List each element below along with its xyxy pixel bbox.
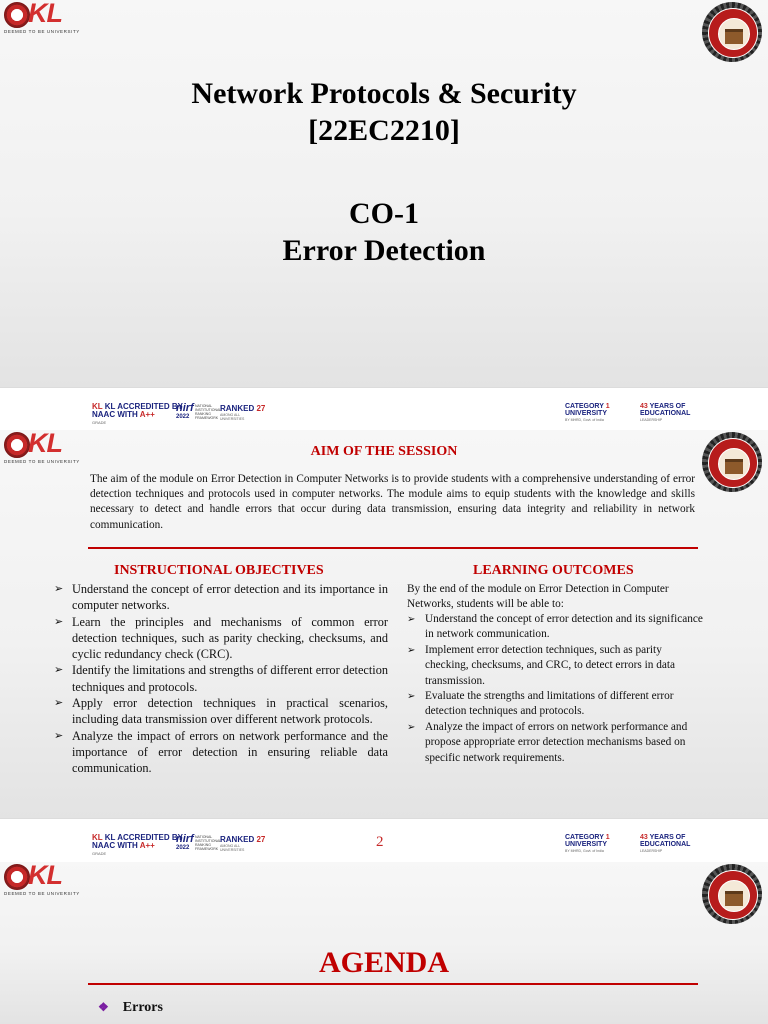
arrow-bullet-icon: ➢ <box>54 697 64 710</box>
objectives-list <box>54 581 388 777</box>
aim-paragraph: The aim of the module on Error Detection in Computer Networks is to provide students with a comprehensive understanding of error detection techniques and protocols used in computer networks. The module aims to equip students with the knowledge and skills necessary to detect and handle errors that occur during data transmission, ensuring data integrity and reliability in network communication. <box>90 473 695 531</box>
university-seal-icon <box>702 432 762 492</box>
naac-badge: KL KL ACCREDITED BY NAAC WITH A++ GRADE <box>92 833 183 856</box>
kl-seal-icon <box>4 2 30 28</box>
list-item: ➢ Identify the limitations and strengths of different error detection techniques and protocols. <box>54 663 388 694</box>
arrow-bullet-icon: ➢ <box>54 583 64 595</box>
slide-title <box>0 0 768 387</box>
divider <box>88 547 698 549</box>
list-item: ➢ Understand the concept of error detection and its significance in network communication. <box>407 613 703 641</box>
kl-seal-icon <box>4 864 30 890</box>
kl-logo-subtitle: DEEMED TO BE UNIVERSITY <box>4 29 80 34</box>
slide-agenda <box>0 862 768 1024</box>
university-seal-icon <box>702 864 762 924</box>
kl-logo-text: KL <box>28 0 62 28</box>
slide-footer <box>0 818 768 863</box>
arrow-bullet-icon: ➢ <box>54 729 64 742</box>
list-item: ➢ Understand the concept of error detection and its importance in computer networks. <box>54 582 388 613</box>
nirf-badge: nirf 2022 NATIONAL INSTITUTIONAL RANKING FRAMEWORK RANKED 27 AMONG ALL UNIVERSITIES <box>176 833 266 852</box>
nirf-badge: nirf 2022 NATIONAL INSTITUTIONAL RANKING FRAMEWORK RANKED 27 AMONG ALL UNIVERSITIES <box>176 402 266 421</box>
years-badge: 43 YEARS OF EDUCATIONAL LEADERSHIP <box>640 403 691 422</box>
outcomes-list <box>407 612 707 766</box>
arrow-bullet-icon: ➢ <box>407 644 416 656</box>
list-item: ➢ Evaluate the strengths and limitations of different error detection techniques and protocols. <box>407 690 674 718</box>
objectives-heading: INSTRUCTIONAL OBJECTIVES <box>114 563 324 578</box>
course-outcome: CO-1 <box>349 197 419 230</box>
list-item: ➢ Implement error detection techniques, such as parity checking, checksums, and CRC, to detect errors in data transmission. <box>407 643 676 687</box>
list-item: ➢ Analyze the impact of errors on network performance and propose appropriate error detection mechanisms based on specific network requirements. <box>407 720 688 764</box>
kl-logo-subtitle: DEEMED TO BE UNIVERSITY <box>4 459 80 464</box>
list-item: ➢ Analyze the impact of errors on network performance and the importance of error detection in ensuring reliable data communication. <box>54 728 388 776</box>
naac-badge: KL KL ACCREDITED BY NAAC WITH A++ GRADE <box>92 402 183 425</box>
kl-logo-text: KL <box>28 430 62 458</box>
agenda-title: AGENDA <box>318 946 449 979</box>
aim-heading: AIM OF THE SESSION <box>310 444 458 459</box>
kl-logo <box>4 864 84 898</box>
outcomes-heading: LEARNING OUTCOMES <box>473 563 634 578</box>
arrow-bullet-icon: ➢ <box>407 721 416 733</box>
arrow-bullet-icon: ➢ <box>407 691 416 703</box>
divider <box>88 983 698 985</box>
arrow-bullet-icon: ➢ <box>54 615 64 628</box>
list-item: ➢ Learn the principles and mechanisms of common error detection techniques, such as parity checking, checksums, and cyclic redundancy check (CRC). <box>54 614 388 662</box>
course-title: Network Protocols & Security <box>191 77 577 110</box>
outcomes-intro: By the end of the module on Error Detection in Computer Networks, students will be able to: <box>407 583 669 611</box>
topic-title: Error Detection <box>282 234 486 267</box>
diamond-bullet-icon: ❖ <box>98 1000 109 1014</box>
list-item: ➢ Apply error detection techniques in practical scenarios, including data transmission over different network protocols. <box>54 696 388 727</box>
kl-logo-subtitle: DEEMED TO BE UNIVERSITY <box>4 891 80 896</box>
kl-logo <box>4 2 84 36</box>
category-badge: CATEGORY 1 UNIVERSITY BY MHRD, Govt. of India <box>565 834 610 853</box>
arrow-bullet-icon: ➢ <box>407 614 416 625</box>
university-seal-icon <box>702 2 762 62</box>
agenda-item: ❖ Errors <box>98 1000 163 1015</box>
kl-logo-text: KL <box>28 862 62 890</box>
course-code: [22EC2210] <box>308 114 460 147</box>
category-badge: CATEGORY 1 UNIVERSITY BY MHRD, Govt. of India <box>565 403 610 422</box>
slide-footer <box>0 387 768 432</box>
slide-aim <box>0 430 768 818</box>
years-badge: 43 YEARS OF EDUCATIONAL LEADERSHIP <box>640 834 691 853</box>
arrow-bullet-icon: ➢ <box>54 664 64 677</box>
page-number: 2 <box>376 834 384 850</box>
